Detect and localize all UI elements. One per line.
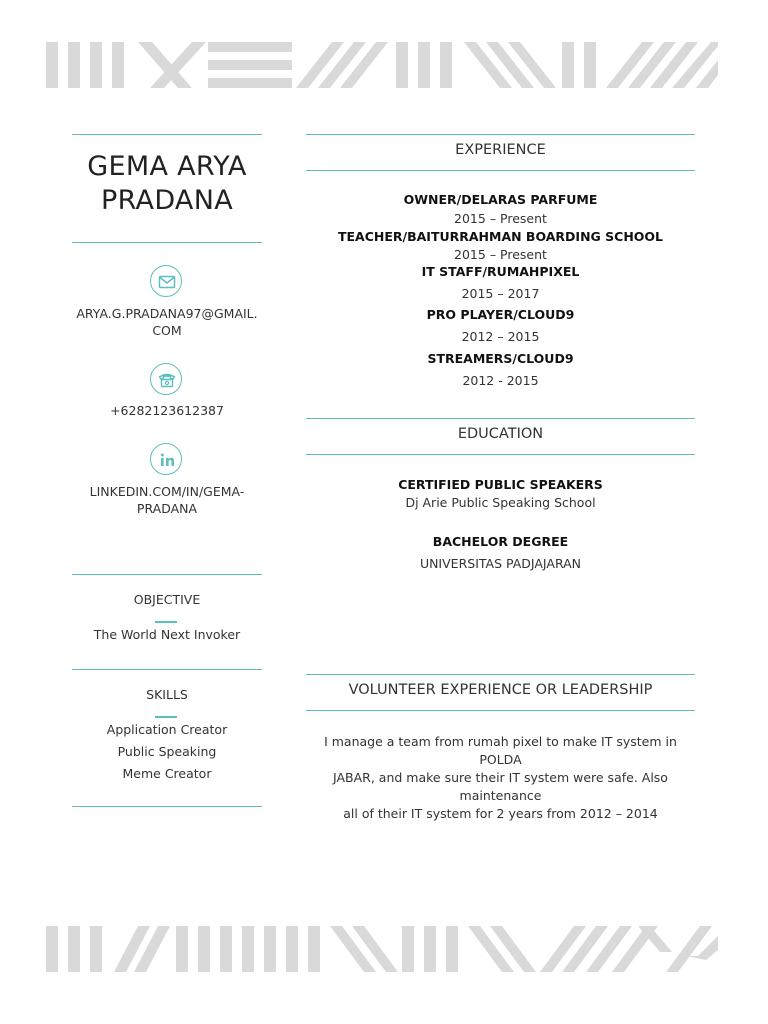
experience-rule-bottom <box>306 170 695 171</box>
volunteer-rule-top <box>306 674 695 675</box>
objective-heading: OBJECTIVE <box>133 592 201 607</box>
left-divider-top <box>72 134 262 135</box>
linkedin-text[interactable]: LINKEDIN.COM/IN/GEMA- PRADANA <box>89 484 245 516</box>
education-title: CERTIFIED PUBLIC SPEAKERS <box>398 477 603 492</box>
skill-item: Meme Creator <box>122 766 212 781</box>
objective-text: The World Next Invoker <box>93 627 241 642</box>
name-line-2: PRADANA <box>101 185 233 216</box>
left-divider-skills <box>72 806 262 807</box>
skills-heading: SKILLS <box>146 687 188 702</box>
resume-name <box>72 150 262 218</box>
telephone-icon <box>150 363 182 395</box>
job-title: IT STAFF/RUMAHPIXEL <box>421 264 580 279</box>
education-title: BACHELOR DEGREE <box>432 534 569 549</box>
job-title: STREAMERS/CLOUD9 <box>427 351 574 366</box>
experience-rule-top <box>306 134 695 135</box>
job-dates: 2015 – 2017 <box>461 286 540 301</box>
objective-underline <box>155 621 177 623</box>
envelope-icon <box>150 265 182 297</box>
education-rule-bottom <box>306 454 695 455</box>
job-title: TEACHER/BAITURRAHMAN BOARDING SCHOOL <box>337 229 664 244</box>
education-detail: UNIVERSITAS PADJAJARAN <box>419 556 582 571</box>
education-detail: Dj Arie Public Speaking School <box>405 495 596 510</box>
skill-item: Public Speaking <box>117 744 217 759</box>
skill-item: Application Creator <box>106 722 228 737</box>
education-rule-top <box>306 418 695 419</box>
job-title: PRO PLAYER/CLOUD9 <box>426 307 575 322</box>
decorative-top-band <box>46 42 718 88</box>
job-dates: 2012 – 2015 <box>461 329 540 344</box>
volunteer-rule-bottom <box>306 710 695 711</box>
decorative-bottom-band <box>46 926 718 972</box>
education-heading: EDUCATION <box>457 426 544 442</box>
linkedin-icon <box>150 443 182 475</box>
phone-text[interactable]: +6282123612387 <box>110 403 224 418</box>
job-title: OWNER/DELARAS PARFUME <box>403 192 598 207</box>
name-line-1: GEMA ARYA <box>87 151 247 182</box>
email-text[interactable]: ARYA.G.PRADANA97@GMAIL. COM <box>76 306 258 338</box>
experience-heading: EXPERIENCE <box>455 142 546 158</box>
volunteer-heading: VOLUNTEER EXPERIENCE OR LEADERSHIP <box>348 682 653 698</box>
job-dates: 2015 – Present <box>454 211 547 226</box>
volunteer-description: I manage a team from rumah pixel to make IT system in POLDA JABAR, and make sure their IT system were safe. Also maintenance all of their IT system for 2 years from 2012 – 2014 <box>324 734 677 821</box>
left-divider-contact <box>72 574 262 575</box>
left-divider-objective <box>72 669 262 670</box>
skills-underline <box>155 716 177 718</box>
left-divider-name <box>72 242 262 243</box>
job-dates: 2012 - 2015 <box>462 373 539 388</box>
skills-list <box>72 719 262 785</box>
job-dates: 2015 – Present <box>454 247 547 262</box>
